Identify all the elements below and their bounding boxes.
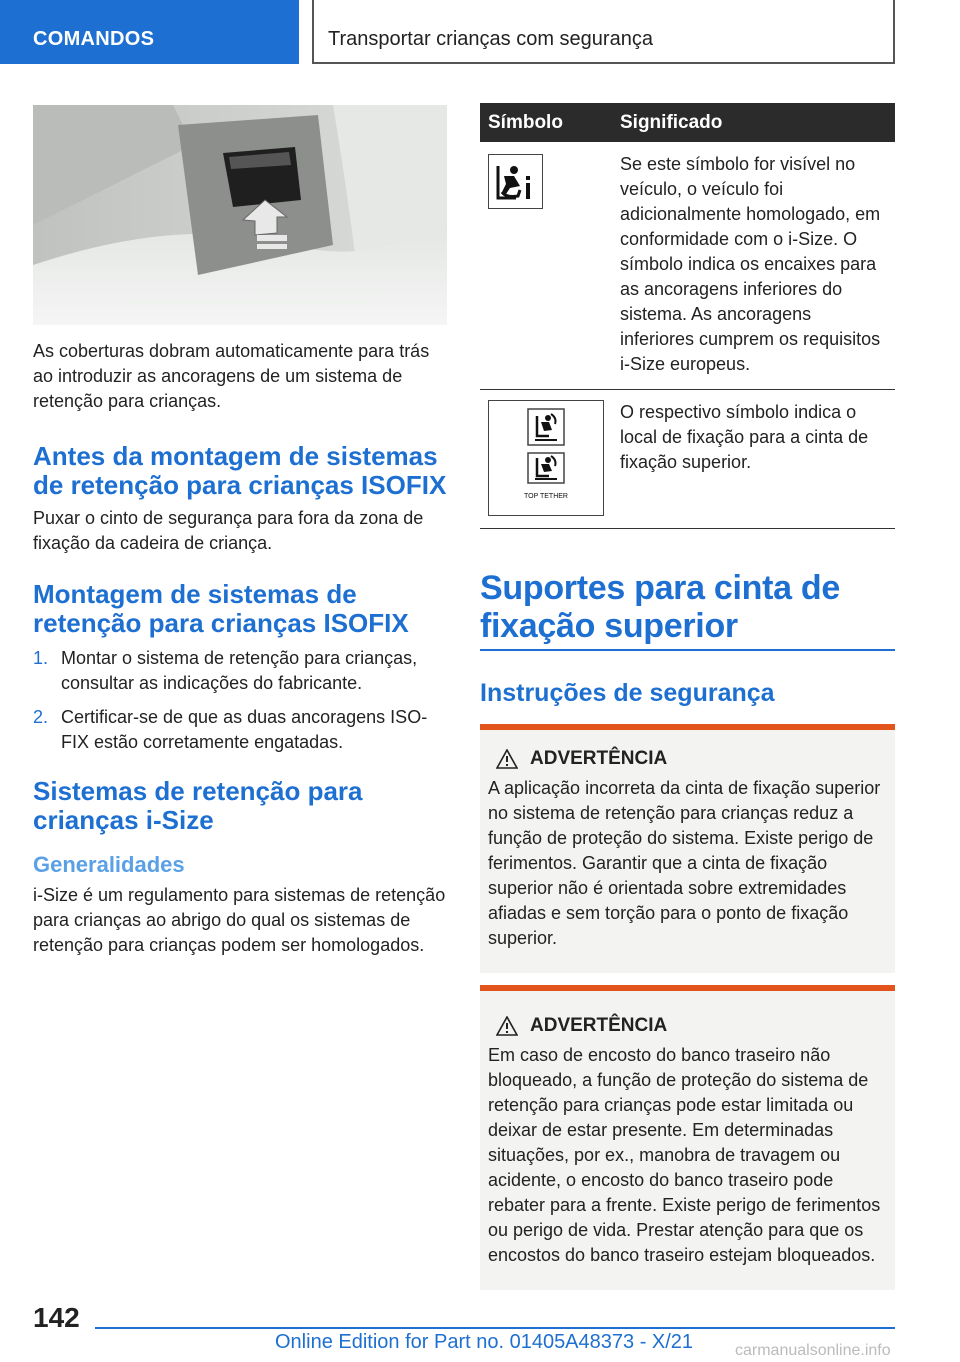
list-item	[33, 646, 447, 696]
tether-anchor-icon	[527, 408, 565, 446]
top-tether-icons	[488, 400, 604, 516]
heading-generalities: Generalidades	[33, 852, 185, 877]
heading-underline	[480, 649, 895, 651]
warning-title-text: ADVERTÊNCIA	[530, 747, 668, 769]
warning-triangle-icon	[496, 749, 518, 769]
mounting-steps	[33, 646, 447, 755]
page-title: Transportar crianças com segurança	[312, 0, 895, 64]
watermark: carmanualsonline.info	[735, 1342, 891, 1359]
tether-anchor-icon	[527, 452, 565, 484]
meaning-text: O respectivo símbolo indica o local de fixação para a cinta de fixação superior.	[612, 390, 895, 529]
warning-triangle-icon	[496, 1016, 518, 1036]
warning-title-text: ADVERTÊNCIA	[530, 1014, 668, 1036]
meaning-text: Se este símbolo for visível no veículo, o veículo foi adicionalmente homologado, em conformidade com o i-Size. O símbolo indica os encaixes para as ancoragens inferiores do sistema. As ancoragens inferiores cumprem os requisitos i-Size europeus.	[612, 142, 895, 390]
step-number: 1.	[33, 648, 49, 668]
left-column	[33, 105, 447, 958]
paragraph-generalities: i-Size é um regulamento para sistemas de retenção para crianças ao abrigo do qual os sistemas de retenção para crianças podem ser homologados.	[33, 885, 446, 955]
paragraph-before-mounting: Puxar o cinto de segurança para fora da zona de fixação da cadeira de criança.	[33, 508, 424, 553]
symbol-table	[480, 103, 895, 529]
heading-tether-supports: Suportes para cinta de fixação superior	[480, 569, 840, 645]
step-number: 2.	[33, 707, 49, 727]
col-header-symbol: Símbolo	[480, 103, 612, 142]
page-number: 142	[33, 1302, 80, 1333]
heading-mounting: Montagem de sistemas de retenção para crianças ISOFIX	[33, 579, 409, 638]
isofix-cover-photo	[33, 105, 447, 325]
warning-box	[480, 985, 895, 1290]
isize-child-seat-icon	[488, 154, 543, 209]
footer-divider	[95, 1327, 895, 1329]
heading-isize: Sistemas de retenção para crianças i-Size	[33, 776, 363, 835]
heading-before-mounting: Antes da montagem de sistemas de retenção para crianças ISOFIX	[33, 441, 447, 500]
warning-text: A aplicação incorreta da cinta de fixação superior no sistema de retenção para crianças reduz a função de proteção do sistema. Existe perigo de ferimentos. Garantir que a cinta de fixação superior não é orientada sobre extremidades afiadas e sem torção para o ponto de fixação superior.	[488, 777, 881, 948]
list-item	[33, 705, 447, 755]
footer-edition: Online Edition for Part no. 01405A48373 - X/21	[275, 1331, 694, 1353]
step-text: Montar o sistema de retenção para crianças, consultar as indicações do fabricante.	[61, 648, 418, 693]
col-header-meaning: Significado	[612, 103, 895, 142]
photo-caption: As coberturas dobram automaticamente para trás ao introduzir as ancoragens de um sistema de retenção para crianças.	[33, 341, 430, 411]
top-tether-label: TOP TETHER	[524, 492, 568, 500]
warning-title	[496, 1015, 887, 1037]
section-tab: COMANDOS	[0, 0, 299, 64]
step-text: Certificar-se de que as duas ancoragens ISO-FIX estão corretamente engatadas.	[61, 707, 428, 752]
table-row	[480, 390, 895, 529]
warning-text: Em caso de encosto do banco traseiro não bloqueado, a função de proteção do sistema de retenção para crianças pode estar limitada ou deixar de estar presente. Em determinadas situações, por ex., manobra de travagem ou acidente, o encosto do banco traseiro pode rebater para a frente. Existe perigo de ferimentos ou perigo de vida. Prestar atenção para que os encostos do banco traseiro estejam bloqueados.	[488, 1044, 881, 1265]
warning-box	[480, 724, 895, 973]
table-row	[480, 142, 895, 390]
warning-title	[496, 748, 887, 770]
right-column	[480, 103, 895, 1290]
heading-safety: Instruções de segurança	[480, 678, 775, 707]
